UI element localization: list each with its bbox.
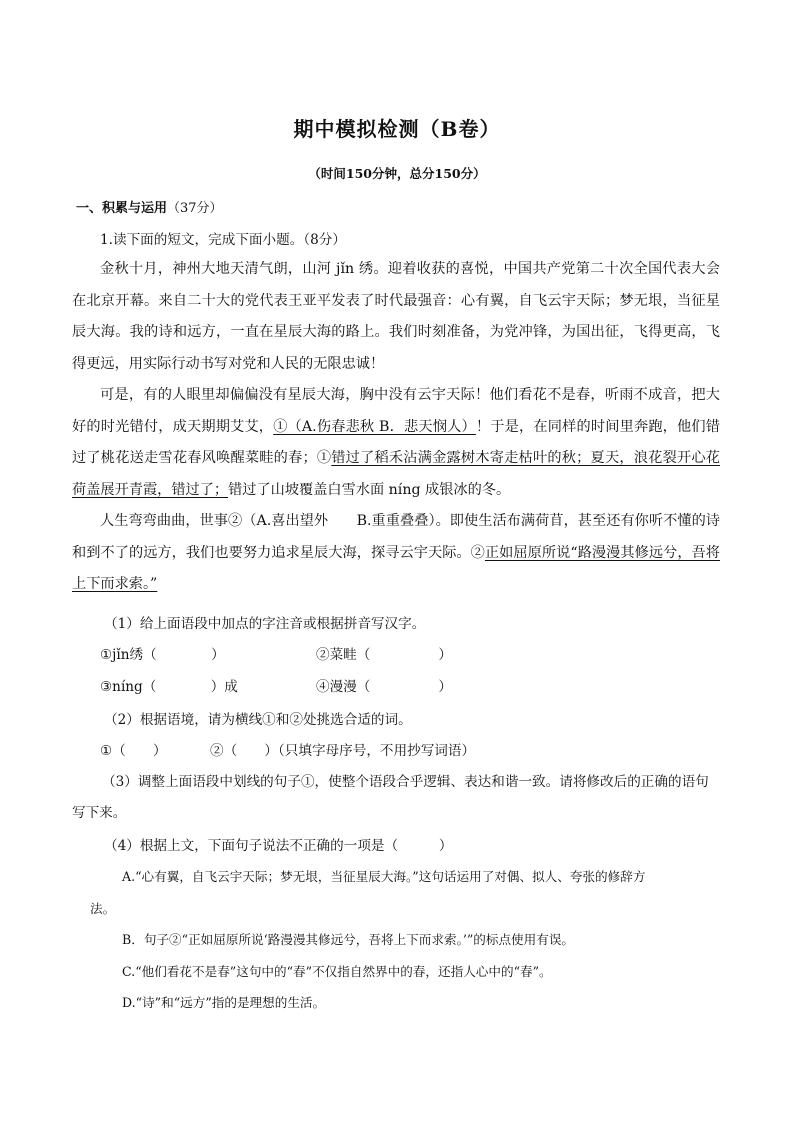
- passage-paragraph-2: [72, 380, 720, 506]
- section-score: （37分）: [167, 201, 223, 216]
- option-c: C.“他们看花不是春”这句中的“春”不仅指自然界中的春，还指人心中的“春”。: [122, 964, 552, 979]
- page-title: 期中模拟检测（B卷）: [293, 117, 501, 141]
- passage-paragraph-1: 金秋十月，神州大地天清气朗，山河 jǐn 绣。迎着收获的喜悦，中国共产党第二十次全国代表大会在北京开幕。来自二十大的党代表王亚平发表了时代最强音：心有翼，自飞云宇天际；梦无垠，当征星辰大海。我的诗和远方，一直在星辰大海的路上。我们时刻准备，为党冲锋，为国出征，飞得更高，飞得更远，用实际行动书写对党和人民的无限忠诚！: [72, 261, 720, 372]
- section-heading: [76, 197, 223, 216]
- reading-passage: [72, 254, 720, 601]
- option-d: D.“诗”和“远方”指的是理想的生活。: [122, 995, 326, 1010]
- paragraph-2-text-a: 可是，有的人眼里却偏偏没有星辰大海，胸中没有云宇天际！他们看花不是春，听雨不成音，把大好的时光错付，成天期期艾艾，: [72, 387, 720, 435]
- subquestion-1-item-c: ③níng（ ）成: [100, 679, 238, 695]
- subquestion-3-stem-line-2: 写下来。: [72, 805, 127, 821]
- passage-paragraph-3: [72, 506, 720, 601]
- subquestion-1-item-b: ②菜畦（ ）: [316, 647, 452, 663]
- subquestion-4-stem: （4）根据上文，下面句子说法不正确的一项是（ ）: [104, 838, 453, 854]
- option-b: B．句子②“正如屈原所说‘路漫漫其修远兮，吾将上下而求索。’”的标点使用有误。: [122, 932, 575, 947]
- subquestion-3-stem-line-1: （3）调整上面语段中划线的句子①，使整个语段合乎逻辑、表达和谐一致。请将修改后的正确的语句: [102, 774, 709, 790]
- option-a-line-1: A.“心有翼，自飞云宇天际；梦无垠，当征星辰大海。”这句话运用了对偶、拟人、夸张的修辞方: [122, 869, 646, 884]
- subquestion-2-stem: （2）根据语境，请为横线①和②处挑选合适的词。: [104, 712, 412, 728]
- subquestion-1-item-a: ①jǐn绣（ ）: [100, 647, 225, 663]
- subquestion-2-blank-2: ②（ ）（只填字母序号，不用抄写词语）: [210, 743, 476, 759]
- paragraph-2-text-c: 错过了山坡覆盖白雪水面 níng 成银冰的冬。: [228, 481, 511, 498]
- exam-time-info: （时间150分钟，总分150分）: [308, 166, 486, 181]
- subquestion-1-stem: （1）给上面语段中加点的字注音或根据拼音写汉字。: [104, 616, 426, 632]
- underlined-sentence-1: 错过了稻禾沾满金露树木寄走枯叶的秋；夏天，浪花裂开心花荷盖展开青霞，错过了；: [72, 450, 720, 498]
- blank-1-choices: ①（A.伤春悲秋 B．悲天悯人）: [273, 418, 476, 435]
- paragraph-3-text: 人生弯弯曲曲，世事②（A.喜出望外 B.重重叠叠）。即使生活布满荷苜，甚至还有你听不懂的诗和到不了的远方，我们也要努力追求星辰大海，探寻云宇天际。②: [72, 513, 720, 561]
- option-a-line-2: 法。: [90, 901, 116, 916]
- underlined-sentence-2: 正如屈原所说“路漫漫其修远兮，吾将上下而求索。”: [72, 544, 720, 592]
- subquestion-2-blank-1: ①（ ）: [100, 743, 167, 759]
- section-title: 一、积累与运用: [76, 201, 168, 216]
- question-1-intro: 1.读下面的短文，完成下面小题。（8分）: [100, 232, 346, 248]
- paragraph-2-text-b: ！于是，在同样的时间里奔跑，他们错过了桃花送走雪花春风唤醒菜畦的春；①: [72, 418, 720, 466]
- subquestion-1-item-d: ④漫漫（ ）: [316, 679, 452, 695]
